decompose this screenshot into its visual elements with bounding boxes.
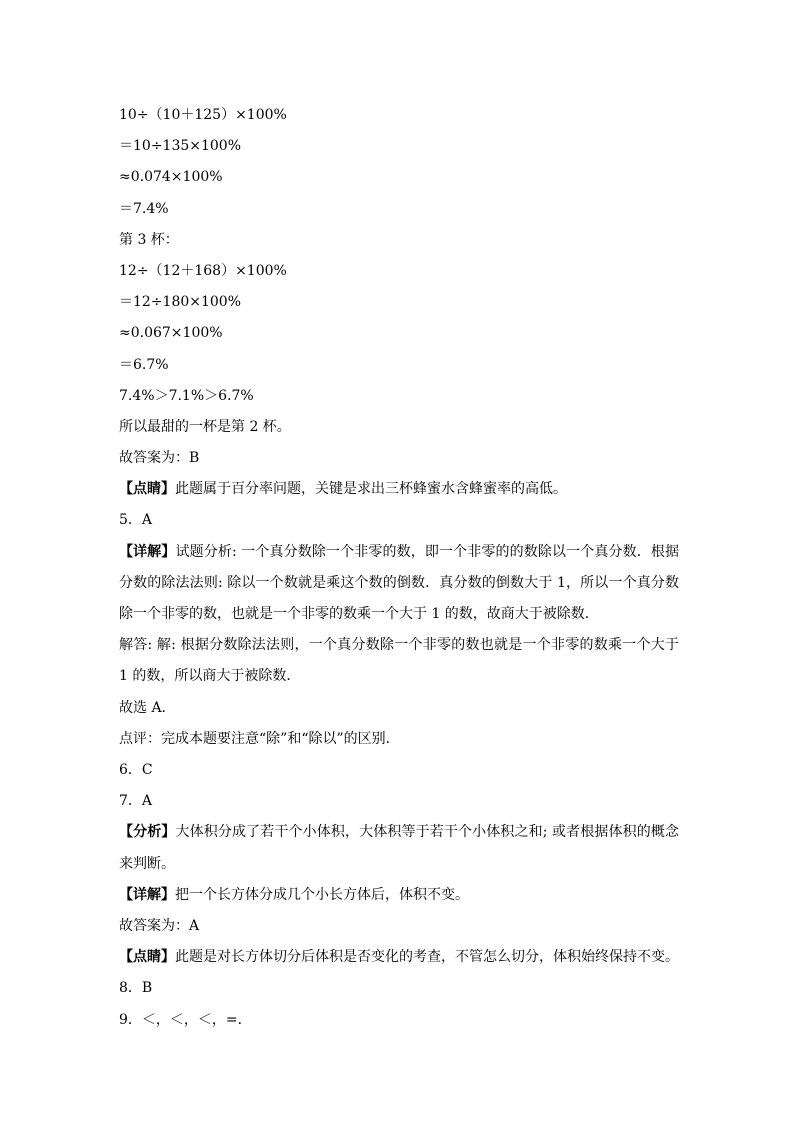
comment-text: 此题是对长方体切分后体积是否变化的考查，不管怎么切分，体积始终保持不变。 — [175, 949, 679, 966]
calc-line: ＝6.7% — [119, 356, 169, 373]
calc-line: ＝12÷180×100% — [119, 294, 242, 311]
calc-line: 10÷（10＋125）×100% — [119, 107, 287, 123]
answer-line: 故答案为：B — [119, 450, 200, 467]
answer-content — [119, 100, 679, 1036]
detail-tag: 【详解】 — [119, 543, 176, 560]
q7-detail — [119, 880, 679, 911]
calc-line: ≈0.067×100% — [119, 325, 223, 342]
q7-final: 故答案为：A — [119, 917, 200, 934]
q5-review: 点评：完成本题要注意“除”和“除以”的区别． — [119, 730, 400, 747]
comparison-line: 7.4%＞7.1%＞6.7% — [119, 387, 254, 404]
comment-tag: 【点睛】 — [119, 949, 175, 966]
cup-label: 第 3 杯： — [119, 231, 179, 248]
calc-line: ≈0.074×100% — [119, 169, 223, 186]
detail-text: 把一个长方体分成几个小长方体后，体积不变。 — [175, 886, 469, 903]
detail-tag: 【详解】 — [119, 886, 175, 903]
comment-text: 此题属于百分率问题，关键是求出三杯蜂蜜水含蜂蜜率的高低。 — [175, 481, 567, 498]
q6-answer: 6．C — [119, 762, 153, 779]
calc-line: ＝7.4% — [119, 200, 169, 217]
q5-detail — [119, 537, 679, 631]
conclusion-line: 所以最甜的一杯是第 2 杯。 — [119, 418, 291, 435]
q7-answer: 7．A — [119, 793, 153, 810]
analysis-tag: 【分析】 — [119, 824, 176, 841]
q5-answer: 5．A — [119, 512, 153, 529]
analysis-text: 大体积分成了若干个小体积，大体积等于若干个小体积之和; 或者根据体积的概念来判断。 — [119, 824, 679, 872]
detail-text: 试题分析: 一个真分数除一个非零的数，即一个非零的的数除以一个真分数．根据分数的除法法则: 除以一个数就是乘这个数的倒数．真分数的倒数大于 1，所以一个真分数除一个非零的数，也就是一个非零的数乘一个大于 1 的数，故商大于被除数． — [119, 543, 679, 623]
q7-comment — [119, 942, 679, 973]
q5-solution: 解答: 解: 根据分数除法法则，一个真分数除一个非零的数也就是一个非零的数乘一个大于 1 的数，所以商大于被除数． — [119, 637, 679, 685]
q8-answer: 8．B — [119, 980, 153, 997]
q4-comment — [119, 474, 679, 505]
calc-line: 12÷（12＋168）×100% — [119, 262, 287, 279]
comment-tag: 【点睛】 — [119, 481, 175, 498]
q5-choice: 故选 A． — [119, 699, 176, 716]
q7-analysis — [119, 817, 679, 879]
calc-line: ＝10÷135×100% — [119, 138, 242, 155]
q9-answer: 9．＜，＜，＜，=． — [119, 1011, 252, 1028]
